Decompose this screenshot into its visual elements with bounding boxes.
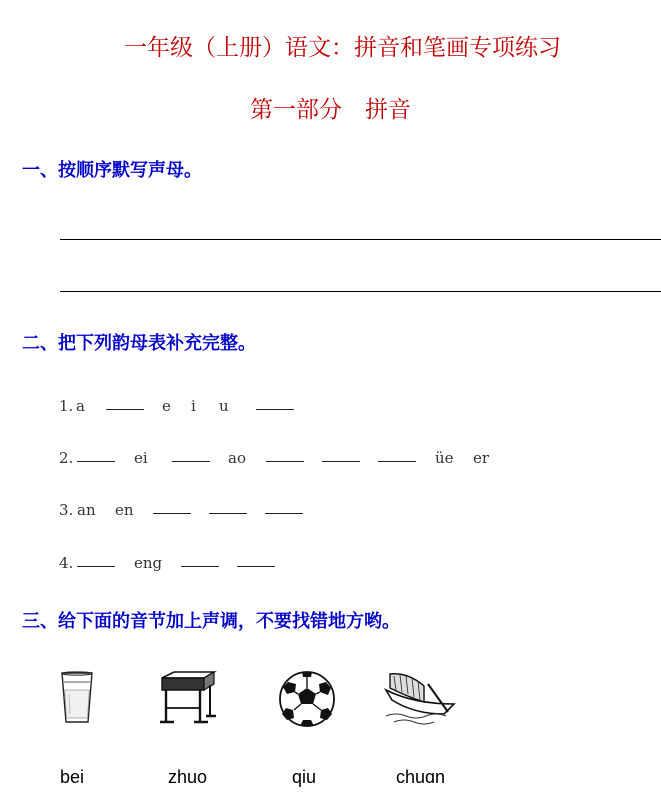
row-number: 4.: [59, 554, 74, 572]
vowel-blank[interactable]: [266, 461, 304, 462]
row-number: 3.: [59, 501, 74, 519]
syllable-chuan: chuɑn: [396, 767, 446, 787]
vowel: ei: [134, 449, 148, 467]
syllable-zhuo: zhuo: [168, 767, 208, 787]
vowel: en: [115, 501, 134, 519]
part-title: 第一部分 拼音: [250, 97, 411, 123]
vowel-blank[interactable]: [106, 409, 144, 410]
page-title: 一年级（上册）语文：拼音和笔画专项练习: [124, 35, 561, 61]
vowel: i: [191, 397, 196, 415]
vowel: eng: [134, 554, 163, 572]
soccer-ball-icon: [278, 670, 336, 728]
vowel: u: [219, 397, 229, 415]
vowel: üe: [435, 449, 454, 467]
vowel: ao: [228, 449, 246, 467]
section-2-heading: 二、把下列韵母表补充完整。: [22, 333, 256, 354]
vowel-blank[interactable]: [153, 513, 191, 514]
glass-icon: [56, 670, 98, 726]
vowel-blank[interactable]: [378, 461, 416, 462]
vowel-blank[interactable]: [322, 461, 360, 462]
section-1-heading: 一、按顺序默写声母。: [22, 160, 202, 181]
vowel-blank[interactable]: [265, 513, 303, 514]
syllable-qiu: qiu: [292, 767, 317, 787]
vowel-blank[interactable]: [209, 513, 247, 514]
vowel: er: [473, 449, 490, 467]
section-3-heading: 三、给下面的音节加上声调，不要找错地方哟。: [22, 611, 400, 632]
vowel-blank[interactable]: [237, 566, 275, 567]
row-number: 1.: [59, 397, 74, 415]
answer-line-1[interactable]: [60, 239, 661, 240]
vowel: an: [77, 501, 96, 519]
vowel-blank[interactable]: [77, 566, 115, 567]
vowel: a: [76, 397, 85, 415]
syllable-bei: bei: [60, 767, 85, 787]
vowel-blank[interactable]: [77, 461, 115, 462]
vowel: e: [162, 397, 171, 415]
row-number: 2.: [59, 449, 74, 467]
vowel-blank[interactable]: [172, 461, 210, 462]
boat-icon: [384, 670, 458, 728]
vowel-blank[interactable]: [181, 566, 219, 567]
answer-line-2[interactable]: [60, 291, 661, 292]
desk-icon: [158, 670, 218, 728]
vowel-blank[interactable]: [256, 409, 294, 410]
